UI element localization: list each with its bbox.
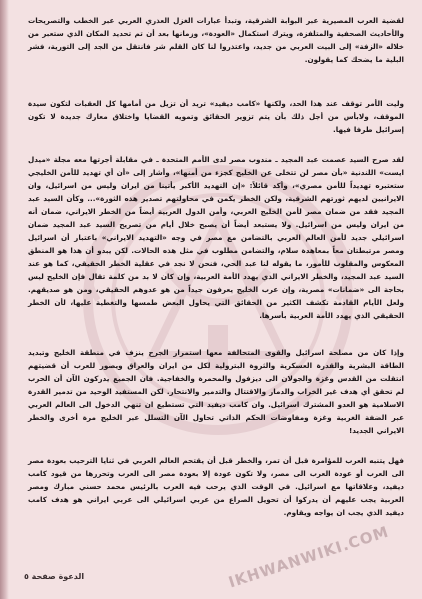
article-paragraph: فهل يتنبه العرب للمؤامرة قبل أن تمر، والخطر قبل أن يقتحم العالم العربي في ثنايا الترحيب بعودة مصر الى العرب أو عودة العرب الى مصر، ولا تكون عودة إلا بعودة مصر الى العرب وتحررها من قيود كامب ديفيد، وعلاقاتها مع اسرائيل. في الوقت الذي يرحب فيه العرب بالرئيس محمد حسني مبارك ومصر العربية يجب عليهم أن يدركوا أن تحويل الصراع من عربي اسرائيلي الى عربي ايراني هو هدف كامب ديفيد الذي يجب ان يواجه ويقاوم. [28, 456, 404, 517]
page-footer [24, 572, 398, 586]
article-paragraph: لقضية العرب المصيرية عبر البوابة الشرقية، وتبدأ عبارات الغزل العذري العربي عبر الخطب والتصريحات والأحاديث الصحفية والمتلفزة، ويترك استكمال «العودة»، وزمانها بعد أن تم تحديد المكان الذي ستعبر من خلاله «الزفة» إلى البيت العربي من جديد، واعتذروا لنا كان القلم شر فانتقل من الجد إلى التورية، فشر البلية ما يضحك كما يقولون. [28, 16, 404, 64]
article-body [28, 14, 404, 519]
article-paragraph: وليت الأمر توقف عند هذا الحد، ولكنها «كامب ديفيد» تريد أن تزيل من أمامها كل العقبات لتكون سيدة الموقف، ولابأس من أجل ذلك بأن يتم تزوير الحقائق وتمويه القضايا واختلاق معارك جديدة لا تكون إسرائيل طرفا فيها. [28, 99, 404, 134]
article-paragraph: لقد صرح السيد عصمت عبد المجيد ـ مندوب مصر لدى الأمم المتحدة ـ في مقابلة أجرتها معه مجلة «ميدل ايست» اللندنية «بأن مصر لن تتخلى عن الخليج كجزء من أمنها»، وأشار إلى «أن أي تهديد للأمن الخليجي ستعتبره تهديداً للأمن مصري»، وأكد قائلاً: «إن التهديد الأكبر يأتينا من ايران وليس من اسرائيل، وان الايرانيين لديهم ثورتهم الشرقية، ولكن الخطر يكمن في محاولتهم تصدير هذه الثورة»... وكأن السيد عبد المجيد فقد من ضمان مصر لأمن الخليج العربي، وأمن الدول العربية أيضاً من الخطر الايراني، ضمان أنه من ايران وليس من اسرائيل. ولا يستبعد أيضاً أن يصبح خلال أيام من تصريح السيد عبد المجيد ضمان اسرائيلي جديد لأمن العالم العربي بالتضامن مع مصر في وجه «التهديد الايراني» باعتبار أن اسرائيل ومصر مرتبطتان معاً بمعاهدة سلام، والتضامن مطلوب في مثل هذه الحالات. لكن يبدو أن هذا هو المنطق المعكوس والمقلوب للأمور، ما يقوله لنا عبد الحي، فنحن لا نجد في عقلية الخطر الحقيقي، كما هو عند السيد عبد المجيد، والخطر الايراني الذي يهدد الأمة العربية، وإن كان لا بد من كلمة تقال فإن الخليج ليس بحاجة الى «ضمانات» مصرية، وإن عرب الخليج يعرفون جيداً من هو عدوهم الحقيقي، ومن هو صديقهم. ولعل الأيام القادمة تكشف الكثير من الحقائق التي يحاول البعض طمسها والتغطية عليها، لأن الخطر الحقيقي الذي يهدد الأمة العربية بأسرها. [28, 155, 404, 320]
watermark-site-text: IKHWANWIKI.COM [226, 522, 392, 592]
article-paragraph: وإذا كان من مصلحة اسرائيل والقوى المتحالفة معها استمرار الجرح ينزف في منطقة الخليج وتبديد الطاقة البشرية والقدرة العسكرية والثروة البترولية لكل من ايران والعراق ويصور للعرب أن قضيتهم انتقلت من القدس وغزة والجولان الى ديزفول والمحمرة والخفاجية. فان الجميع يدركون الآن أن الحرب لم تحقق أي هدف غير الخراب والدمار والاقتتال والتدمير والانتحار. لكن المستفيد الوحيد من تدمير القدرة الاسلامية هو العدو المشترك اسرائيل. وان كامب ديفيد التي تستطيع ان تنهي الدخول الى العالم العربي عبر الضفة الغربية وغزة ومفاوضات الحكم الذاتي تحاول الآن التسلل عبر الخليج مرة أخرى والخطر الايراني الجديد! [28, 348, 404, 435]
page-binding-shadow [0, 0, 9, 599]
page-number-label: الدعوة صفحة ٥ [24, 572, 85, 581]
